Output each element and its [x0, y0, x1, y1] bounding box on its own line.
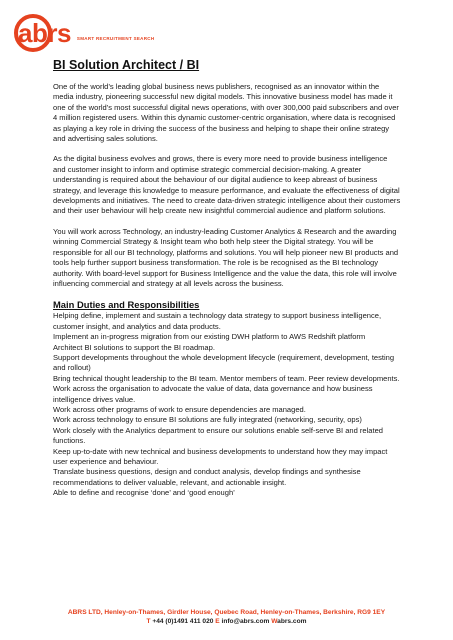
duty-item: Implement an in-progress migration from our existing DWH platform to AWS Redshift platform: [53, 332, 366, 342]
intro-paragraph-2: As the digital business evolves and grows, there is every more need to provide business intelligence and customer insight to inform and optimise strategic commercial decision-making. A greater understanding is required about the behaviour of our digital audience to keep abreast of business strategy, and leverage this knowledge to measure performance, and evaluate the effectiveness of digital developments and initiatives. The need to create data-driven strategic intelligence about their customers and their user behaviour will help create new insightful commercial audience and platform solutions.: [53, 154, 401, 216]
phone-label: T: [146, 618, 151, 625]
email-label: E: [215, 618, 220, 625]
duties-list: [53, 311, 401, 498]
footer-contacts: [0, 617, 453, 626]
duty-item: Bring technical thought leadership to the BI team. Mentor members of team. Peer review developments.: [53, 373, 400, 383]
duty-item: Work across technology to ensure BI solutions are fully integrated (networking, security, ops): [53, 415, 362, 425]
logo-tagline: SMART RECRUITMENT SEARCH: [76, 35, 155, 41]
duty-item: Work across other programs of work to ensure dependencies are managed.: [53, 404, 306, 414]
document-body: [53, 58, 401, 499]
duty-item: Support developments throughout the whole development lifecycle (requirement, development, testing and rollout): [53, 352, 395, 373]
header: [14, 14, 154, 52]
web-link[interactable]: abrs.com: [277, 618, 307, 625]
duties-heading: Main Duties and Responsibilities: [53, 299, 200, 311]
page-title: BI Solution Architect / BI: [53, 58, 200, 72]
footer: [0, 608, 453, 626]
web-label: W: [271, 618, 278, 625]
footer-address: ABRS LTD, Henley-on-Thames, Girdler House, Quebec Road, Henley-on-Thames, Berkshire, RG9 1EY: [67, 609, 386, 616]
intro-paragraph-3: You will work across Technology, an industry-leading Customer Analytics & Research and the awarding winning Commercial Strategy & Insight team who both help steer the Digital strategy. You will be responsible for all our BI technology, platforms and solutions. You will help pioneer new BI products and tools help further support business transformation. The role is be recognised as the BI technology authority. With board-level support for Business Intelligence and the value the data, this role will involve influencing commercial and strategy at all levels across the business.: [53, 226, 399, 288]
duty-item: Work closely with the Analytics department to ensure our solutions enable self-serve BI and related functions.: [53, 425, 383, 446]
email-link[interactable]: info@abrs.com: [221, 618, 270, 625]
duty-item: Able to define and recognise ‘done’ and ‘good enough’: [53, 488, 235, 498]
duty-item: Work across the organisation to advocate the value of data, data governance and how business intelligence drives value.: [53, 384, 373, 404]
intro-paragraph-1: One of the world’s leading global business news publishers, recognised as an innovator within the media industry, pioneering successful new digital models. This innovative business model has made it one of the world’s most successful digital news operations, with over 300,000 paid subscribers and over 4 million registered users. Within this dynamic customer-centric organisation, where data is recognised as playing a key role in driving the success of the business and helping to shape their online strategy and advertising sales solutions.: [53, 82, 399, 144]
duty-item: Architect BI solutions to support the BI roadmap.: [53, 342, 215, 352]
duty-item: Translate business questions, design and conduct analysis, develop findings and synthesise recommendations to deliver valuable, relevant, and actionable insight.: [53, 467, 361, 487]
duty-item: Helping define, implement and sustain a technology data strategy to support business intelligence, customer insight, and analytics and data products.: [53, 311, 382, 331]
logo-text: abrs: [18, 18, 71, 48]
duty-item: Keep up-to-date with new technical and business developments to understand how they may impact user experience and behaviour.: [53, 446, 388, 466]
phone-number[interactable]: +44 (0)1491 411 020: [152, 618, 214, 625]
